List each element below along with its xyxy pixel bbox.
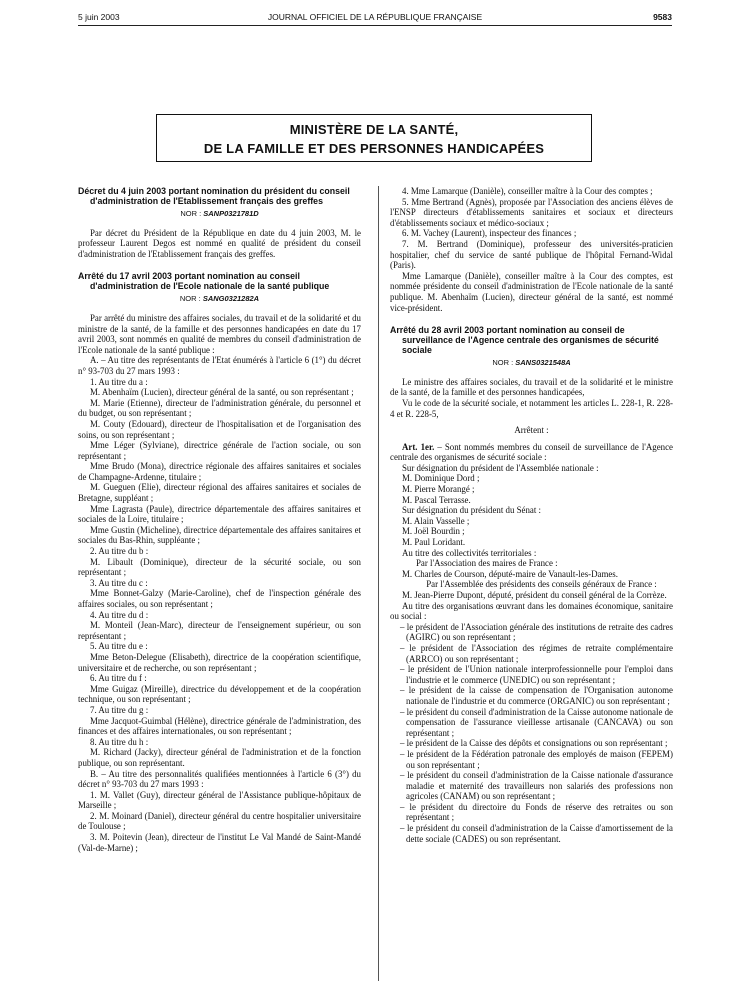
paragraph: 6. M. Vachey (Laurent), inspecteur des finances ; <box>402 228 577 239</box>
paragraph: M. Richard (Jacky), directeur général de l'administration et de la fonction publique, ou son représentant. <box>78 747 361 768</box>
paragraph: 2. Au titre du b : <box>90 546 149 557</box>
arrete-acoss-title: Arrêté du 28 avril 2003 portant nomination au conseil de surveillance de l'Agence centrale des organismes de sécurité sociale <box>390 325 659 356</box>
list-item: – le président de la caisse de compensation de l'Organisation autonome nationale de l'industrie et du commerce (ORGANIC) ou son représentant ; <box>400 685 673 706</box>
paragraph: Mme Bonnet-Galzy (Marie-Caroline), chef de l'inspection générale des affaires sociales, ou son représentant ; <box>78 588 361 609</box>
paragraph: M. Monteil (Jean-Marc), directeur de l'enseignement supérieur, ou son représentant ; <box>78 620 361 641</box>
list-item: M. Pascal Terrasse. <box>402 494 471 505</box>
list-item: M. Pierre Morangé ; <box>402 484 475 495</box>
decree-nor: NOR : SANP0321781D <box>180 209 259 218</box>
paragraph: Mme Gustin (Micheline), directrice départementale des affaires sanitaires et sociales du Bas-Rhin, suppléante ; <box>78 524 361 546</box>
paragraph: 7. Au titre du g : <box>90 704 149 715</box>
adf-label: Par l'Assemblée des présidents des conseils généraux de France : <box>426 579 657 590</box>
ministry-box <box>156 114 592 162</box>
dupont-member: M. Jean-Pierre Dupont, député, président du conseil général de la Corrèze. <box>402 590 667 600</box>
paragraph: 4. Au titre du d : <box>90 609 149 620</box>
paragraph: 5. Au titre du e : <box>90 641 148 652</box>
list-item: – le président de l'Union nationale interprofessionnelle pour l'emploi dans l'industrie et le commerce (UNEDIC) ou son représentant ; <box>400 664 673 685</box>
list-item: – le président de la Fédération patronale des employés de maison (FEPEM) ou son représentant ; <box>400 748 673 770</box>
arrete-ensp-continued <box>390 186 673 313</box>
arrete-ensp-title: Arrêté du 17 avril 2003 portant nomination au conseil d'administration de l'Ecole nationale de la santé publique <box>78 271 330 292</box>
paragraph: 1. Au titre du a : <box>90 376 148 387</box>
header-date: 5 juin 2003 <box>78 12 120 22</box>
paragraph: B. – Au titre des personnalités qualifiées mentionnées à l'article 6 (3°) du décret n° 93-703 du 27 mars 1993 : <box>78 768 361 790</box>
list-item: – le président du directoire du Fonds de réserve des retraites ou son représentant ; <box>400 801 673 823</box>
arrete-ensp-nor: NOR : SANG0321282A <box>179 294 260 304</box>
page-header <box>0 0 750 20</box>
senat-members-list <box>390 516 673 548</box>
paragraph: Mme Beton-Delegue (Elisabeth), directrice de la coopération scientifique, universitaire et de recherche, ou son représentant ; <box>78 651 361 673</box>
paragraph: 6. Au titre du f : <box>90 673 147 684</box>
arrete-ensp-body <box>78 313 361 853</box>
paragraph: Mme Jacquot-Guimbal (Hélène), directrice générale de l'administration, des finances et des affaires internationales, ou son représentant ; <box>78 715 361 737</box>
paragraph: Mme Brudo (Mona), directrice régionale des affaires sanitaires et sociales de Champagne-Ardenne, titulaire ; <box>78 461 361 482</box>
list-item: – le président de l'Association générale des institutions de retraite des cadres (AGIRC) ou son représentant ; <box>400 621 673 643</box>
column-separator <box>378 186 379 981</box>
acoss-intro-ministers: Le ministre des affaires sociales, du travail et de la solidarité et le ministre de la santé, de la famille et des personnes handicapées, <box>390 376 673 398</box>
list-item: M. Dominique Dord ; <box>402 473 480 484</box>
paragraph: 8. Au titre du h : <box>90 736 149 747</box>
ministry-line-1: MINISTÈRE DE LA SANTÉ, <box>289 122 459 137</box>
paragraph: Mme Léger (Sylviane), directrice générale de l'action sociale, ou son représentant ; <box>78 440 361 461</box>
header-journal-title: JOURNAL OFFICIEL DE LA RÉPUBLIQUE FRANÇAISE <box>267 12 483 22</box>
senat-designation-title: Sur désignation du président du Sénat : <box>402 505 542 516</box>
paragraph: 1. M. Vallet (Guy), directeur général de l'Assistance publique-hôpitaux de Marseille ; <box>78 789 361 811</box>
left-column <box>78 186 361 853</box>
paragraph: 4. Mme Lamarque (Danièle), conseiller maître à la Cour des comptes ; <box>402 186 653 196</box>
collectivites-title: Au titre des collectivités territoriales : <box>402 547 537 558</box>
organisations-list <box>390 622 673 844</box>
list-item: M. Paul Loridant. <box>402 537 466 548</box>
courson-member: M. Charles de Courson, député-maire de Vanault-les-Dames. <box>402 568 618 579</box>
paragraph: M. Marie (Etienne), directeur de l'administration générale, du personnel et du budget, ou son représentant ; <box>78 397 361 419</box>
list-item: – le président de l'Association des régimes de retraite complémentaire (ARRCO) ou son représentant ; <box>400 642 673 664</box>
acoss-intro-vu: Vu le code de la sécurité sociale, et notamment les articles L. 228-1, R. 228-4 et R. 228-5, <box>390 397 673 419</box>
paragraph: 7. M. Bertrand (Dominique), professeur des universités-praticien hospitalier, chef du service de santé publique de l'hôpital Fernand-Widal (Paris). <box>390 238 673 271</box>
arrete-acoss-nor: NOR : SANS0321548A <box>492 358 571 368</box>
paragraph: 3. Au titre du c : <box>90 577 148 588</box>
paragraph: M. Couty (Edouard), directeur de l'hospitalisation et de l'organisation des soins, ou son représentant ; <box>78 418 361 440</box>
list-item: – le président du conseil d'administration de la Caisse autonome nationale de compensation de l'assurance vieillesse artisanale (CANCAVA) ou son représentant ; <box>400 706 673 738</box>
paragraph: Mme Guigaz (Mireille), directrice du développement et de la coopération technique, ou son représentant ; <box>78 683 361 705</box>
paragraph: 3. M. Poitevin (Jean), directeur de l'institut Le Val Mandé de Saint-Mandé (Val-de-Marne) ; <box>78 832 361 853</box>
list-item: M. Joël Bourdin ; <box>402 526 465 537</box>
list-item: – le président du conseil d'administration de la Caisse d'amortissement de la dette sociale (CADES) ou son représentant. <box>400 823 673 844</box>
paragraph: Par arrêté du ministre des affaires sociales, du travail et de la solidarité et du ministre de la santé, de la famille et des personnes handicapées en date du 17 avril 2003, sont nommés en qualité de membres du conseil d'administration de l'Ecole nationale de la santé publique : <box>78 312 361 355</box>
an-members-list <box>390 473 673 505</box>
paragraph: 2. M. Moinard (Daniel), directeur général du centre hospitalier universitaire de Toulouse ; <box>78 810 361 832</box>
amf-label: Par l'Association des maires de France : <box>416 558 558 569</box>
paragraph: M. Gueguen (Elie), directeur régional des affaires sanitaires et sociales de Bretagne, suppléant ; <box>78 482 361 504</box>
right-column <box>390 186 673 844</box>
paragraph: 5. Mme Bertrand (Agnès), proposée par l'Association des anciens élèves de l'ENSP directeurs d'établissements sanitaires et sociaux et directeurs d'établissements sociaux et médico-sociaux ; <box>390 196 673 228</box>
an-designation-title: Sur désignation du président de l'Assemblée nationale : <box>402 462 599 473</box>
decree-text: Par décret du Président de la République en date du 4 juin 2003, M. le professeur Laurent Degos est nommé en qualité de président du conseil d'administration de l'Etablissement français des greffes. <box>78 227 361 259</box>
article-1: Art. 1er. – Sont nommés membres du conseil de surveillance de l'Agence centrale des organismes de sécurité sociale : <box>390 441 673 463</box>
list-item: – le président de la Caisse des dépôts et consignations ou son représentant ; <box>400 738 668 749</box>
paragraph: Mme Lagrasta (Paule), directrice départementale des affaires sanitaires et sociales de la Loire, titulaire ; <box>78 503 361 525</box>
list-item: M. Alain Vasselle ; <box>402 515 470 526</box>
arretent-label: Arrêtent : <box>514 425 549 436</box>
header-rule <box>78 25 672 26</box>
header-page-number: 9583 <box>653 12 672 22</box>
paragraph: M. Abenhaïm (Lucien), directeur général de la santé, ou son représentant ; <box>90 387 354 398</box>
ministry-line-2: DE LA FAMILLE ET DES PERSONNES HANDICAPÉES <box>203 141 545 156</box>
decree-title: Décret du 4 juin 2003 portant nomination du président du conseil d'administration de l'Etablissement français des greffes <box>78 186 350 206</box>
paragraph: Mme Lamarque (Danièle), conseiller maître à la Cour des comptes, est nommée présidente du conseil d'administration de l'Ecole nationale de la santé publique. M. Abenhaïm (Lucien), directeur général de la santé, est nommé vice-président. <box>390 270 673 313</box>
list-item: – le président du conseil d'administration de la Caisse nationale d'assurance maladie et maternité des travailleurs non salariés des professions non agricoles (CANAM) ou son représentant ; <box>400 770 673 802</box>
organisations-title: Au titre des organisations œuvrant dans les domaines économique, sanitaire ou social : <box>390 600 673 622</box>
paragraph: A. – Au titre des représentants de l'Etat énumérés à l'article 6 (1°) du décret n° 93-703 du 27 mars 1993 : <box>78 355 361 376</box>
paragraph: M. Libault (Dominique), directeur de la sécurité sociale, ou son représentant ; <box>78 556 361 578</box>
